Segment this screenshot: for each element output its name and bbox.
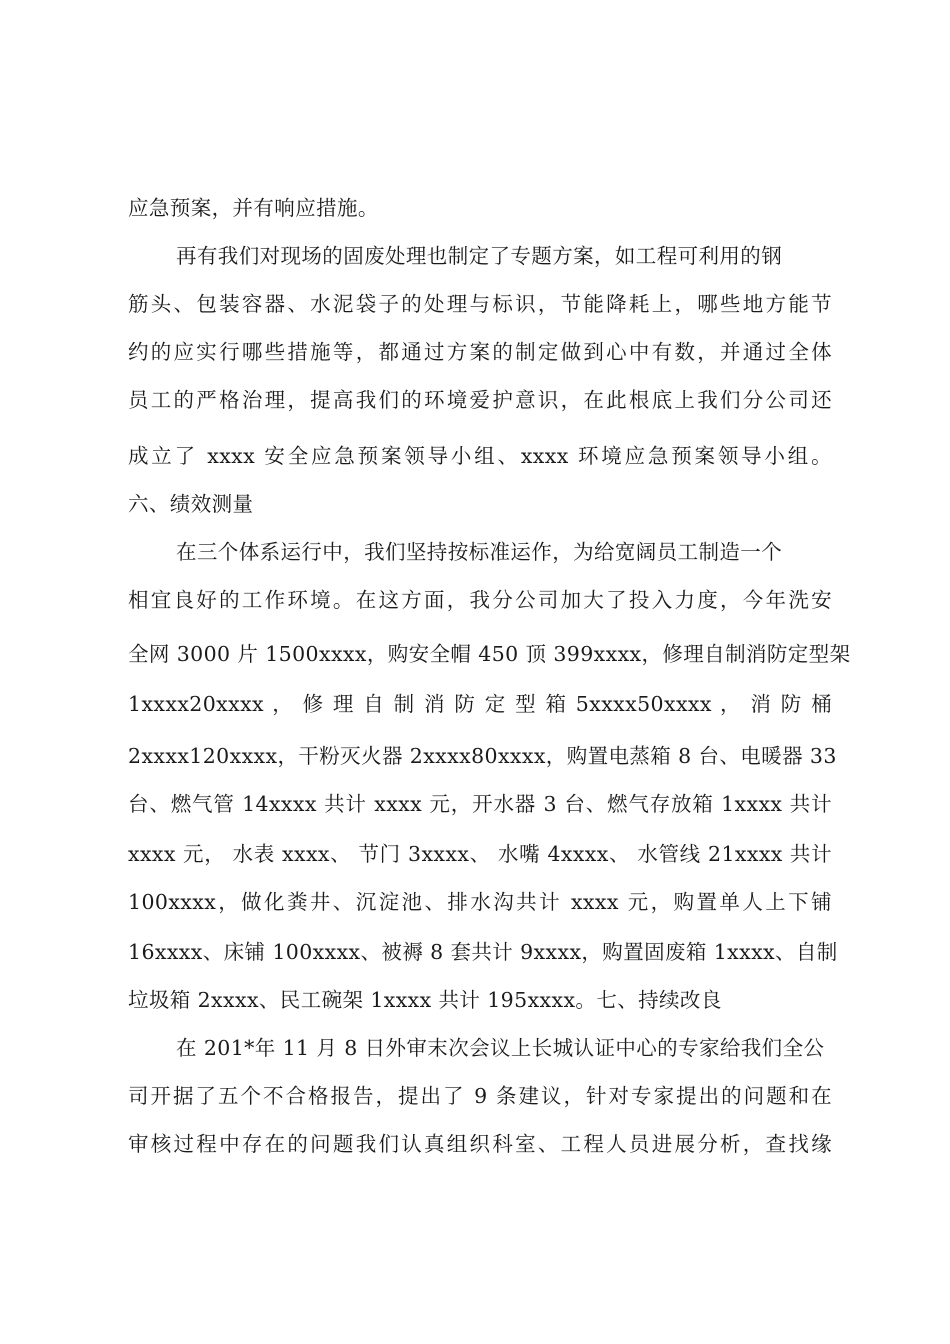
text-line: 应急预案，并有响应措施。 — [128, 196, 379, 220]
text-line: 2xxxx120xxxx，干粉灭火器 2xxxx80xxxx，购置电蒸箱 8 台、电暖器 33 — [128, 744, 837, 768]
text-line: 审核过程中存在的问题我们认真组织科室、工程人员进展分析，查找缘 — [128, 1132, 832, 1156]
text-line: 员工的严格治理，提高我们的环境爱护意识，在此根底上我们分公司还 — [128, 388, 832, 412]
text-line: 100xxxx，做化粪井、沉淀池、排水沟共计 xxxx 元，购置单人上下铺 — [128, 890, 832, 914]
text-line: 司开据了五个不合格报告，提出了 9 条建议，针对专家提出的问题和在 — [128, 1084, 832, 1108]
text-line: 相宜良好的工作环境。在这方面，我分公司加大了投入力度，今年洗安 — [128, 588, 832, 612]
text-line: 台、燃气管 14xxxx 共计 xxxx 元，开水器 3 台、燃气存放箱 1xxxx 共计 — [128, 792, 832, 816]
text-line: 16xxxx、床铺 100xxxx、被褥 8 套共计 9xxxx，购置固废箱 1xxxx、自制 — [128, 940, 838, 964]
text-line: 全网 3000 片 1500xxxx，购安全帽 450 顶 399xxxx，修理自制消防定型架 — [128, 642, 851, 666]
section-heading: 六、绩效测量 — [128, 492, 254, 516]
text-line: 1xxxx20xxxx ， 修 理 自 制 消 防 定 型 箱 5xxxx50xxxx ， 消 防 桶 — [128, 692, 832, 716]
text-line: 成立了 xxxx 安全应急预案领导小组、xxxx 环境应急预案领导小组。 — [128, 444, 832, 468]
text-line: 筋头、包装容器、水泥袋子的处理与标识，节能降耗上，哪些地方能节 — [128, 292, 832, 316]
text-line: 约的应实行哪些措施等，都通过方案的制定做到心中有数，并通过全体 — [128, 340, 832, 364]
text-line: 垃圾箱 2xxxx、民工碗架 1xxxx 共计 195xxxx。七、持续改良 — [128, 988, 722, 1012]
paragraph-start-line: 在 201*年 11 月 8 日外审末次会议上长城认证中心的专家给我们全公 — [176, 1036, 825, 1060]
paragraph-start-line: 再有我们对现场的固废处理也制定了专题方案，如工程可利用的钢 — [176, 244, 783, 268]
text-line: xxxx 元， 水表 xxxx、 节门 3xxxx、 水嘴 4xxxx、 水管线 21xxxx 共计 — [128, 842, 832, 866]
paragraph-start-line: 在三个体系运行中，我们坚持按标准运作，为给宽阔员工制造一个 — [176, 540, 783, 564]
